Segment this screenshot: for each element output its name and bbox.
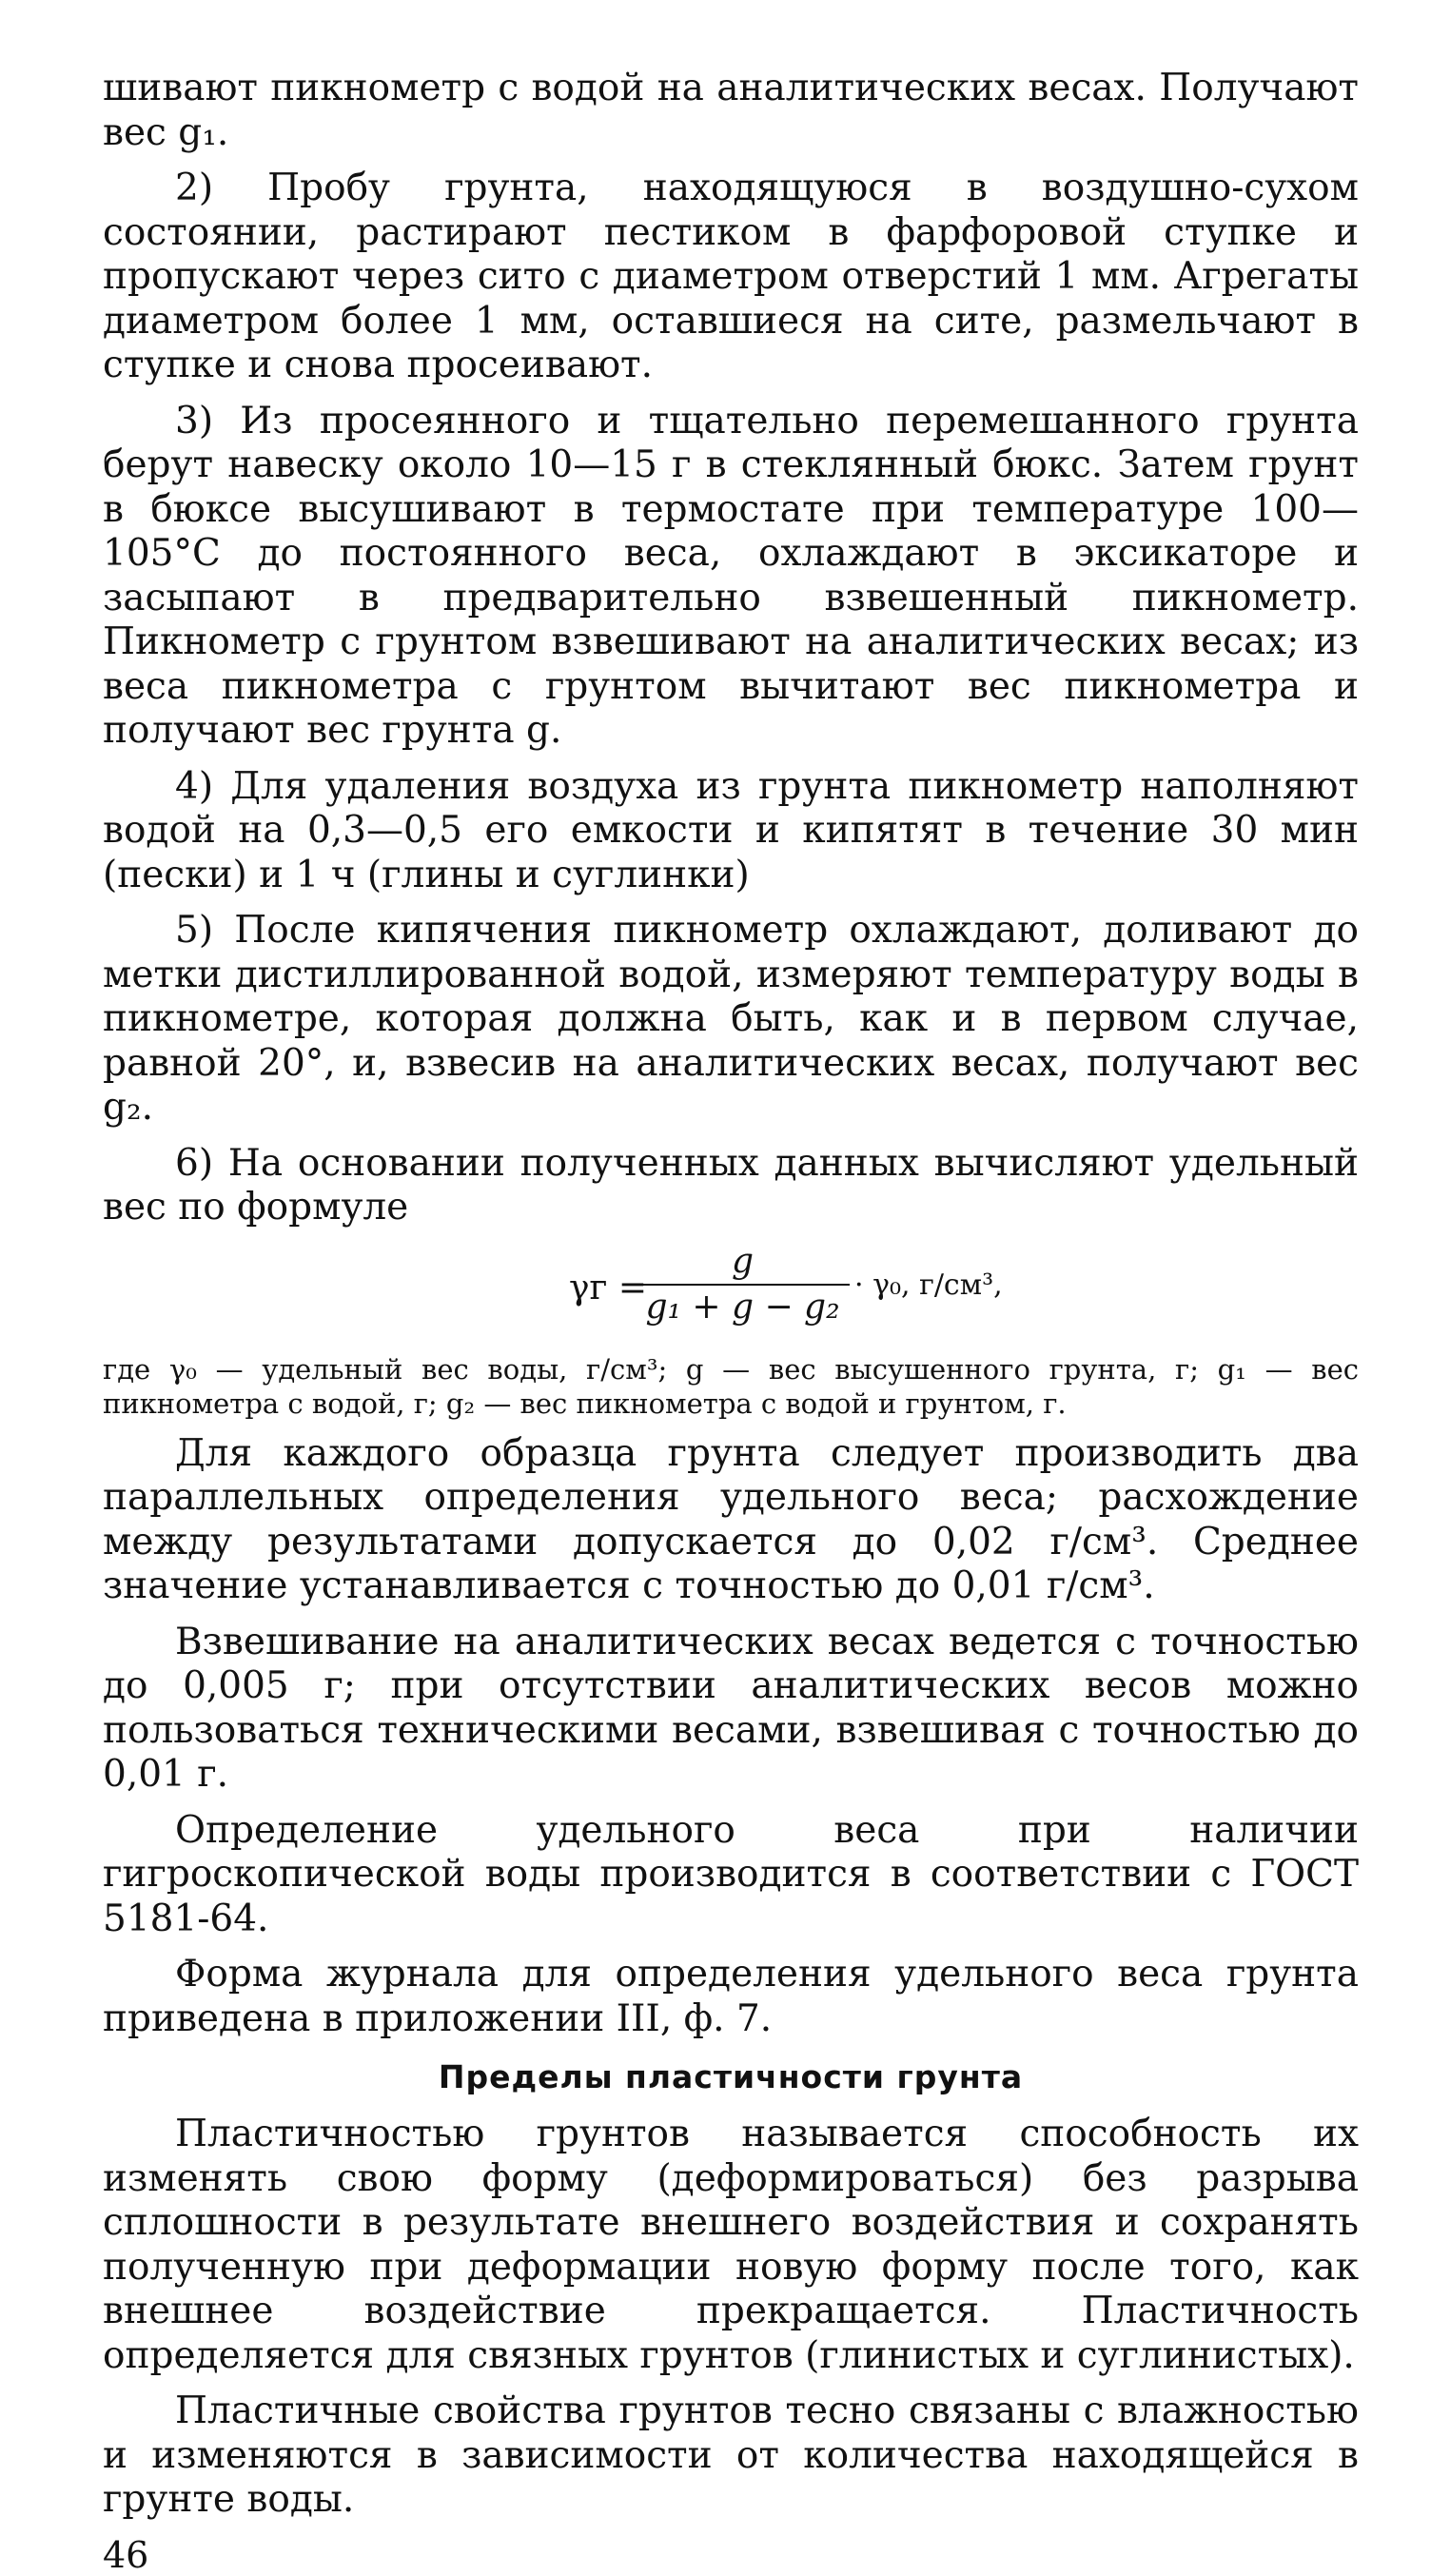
book-page: [103, 67, 1359, 2576]
paragraph-plasticity-definition: Пластичностью грунтов называется способность их изменять свою форму (деформироваться) без разрыва сплошности в результате внешнего воздействия и сохранять полученную при деформации новую форму после того, как внешнее воздействие прекращается. Пластичность определяется для связных грунтов (глинистых и суглинистых).: [103, 2113, 1359, 2377]
paragraph-continuation: шивают пикнометр с водой на аналитических весах. Получают вес g₁.: [103, 67, 1359, 154]
paragraph-step-4: 4) Для удаления воздуха из грунта пикнометр наполняют водой на 0,3—0,5 его емкости и кипятят в течение 30 мин (пески) и 1 ч (глины и суглинки): [103, 764, 1359, 896]
section-heading: Пределы пластичности грунта: [438, 2058, 1024, 2095]
paragraph-step-6: 6) На основании полученных данных вычисляют удельный вес по формуле: [103, 1141, 1359, 1229]
paragraph-step-2: 2) Пробу грунта, находящуюся в воздушно-сухом состоянии, растирают пестиком в фарфоровой ступке и пропускают через сито с диаметром отверстий 1 мм. Агрегаты диаметром более 1 мм, оставшиеся на сите, размельчают в ступке и снова просеивают.: [103, 167, 1359, 386]
formula-lhs: γг =: [569, 1268, 647, 1308]
paragraph-step-5: 5) После кипячения пикнометр охлаждают, доливают до метки дистиллированной водой, измеряют температуру воды в пикнометре, которая должна быть, как и в первом случае, равной 20°, и, взвесив на аналитических весах, получают вес g₂.: [103, 909, 1359, 1129]
formula-rhs: · γ₀, г/см³,: [854, 1268, 1003, 1302]
paragraph-weighing-accuracy: Взвешивание на аналитических весах ведется с точностью до 0,005 г; при отсутствии аналитических весов можно пользоваться техническими весами, взвешивая с точностью до 0,01 г.: [103, 1620, 1359, 1796]
paragraph-journal-form: Форма журнала для определения удельного веса грунта приведена в приложении III, ф. 7.: [103, 1953, 1359, 2040]
paragraph-plasticity-moisture: Пластичные свойства грунтов тесно связаны с влажностью и изменяются в зависимости от количества находящейся в грунте воды.: [103, 2389, 1359, 2521]
paragraph-parallel-tests: Для каждого образца грунта следует производить два параллельных определения удельного веса; расхождение между результатами допускается до 0,02 г/см³. Среднее значение устанавливается с точностью до 0,01 г/см³.: [103, 1431, 1359, 1607]
paragraph-gost: Определение удельного веса при наличии гигроскопической воды производится в соответствии с ГОСТ 5181-64.: [103, 1808, 1359, 1940]
specific-weight-formula: [103, 1242, 1359, 1347]
formula-fraction: [636, 1242, 850, 1327]
formula-numerator: g: [731, 1241, 755, 1281]
formula-denominator: g₁ + g − g₂: [645, 1287, 840, 1327]
paragraph-step-3: 3) Из просеянного и тщательно перемешанного грунта берут навеску около 10—15 г в стеклянный бюкс. Затем грунт в бюксе высушивают в термостате при температуре 100—105°С до постоянного веса, охлаждают в эксикаторе и засыпают в предварительно взвешенный пикнометр. Пикнометр с грунтом взвешивают на аналитических весах; из веса пикнометра с грунтом вычитают вес пикнометра и получают вес грунта g.: [103, 399, 1359, 752]
page-number: 46: [103, 2533, 149, 2576]
formula-legend: где γ₀ — удельный вес воды, г/см³; g — вес высушенного грунта, г; g₁ — вес пикнометра с водой, г; g₂ — вес пикнометра с водой и грунтом, г.: [103, 1352, 1359, 1420]
